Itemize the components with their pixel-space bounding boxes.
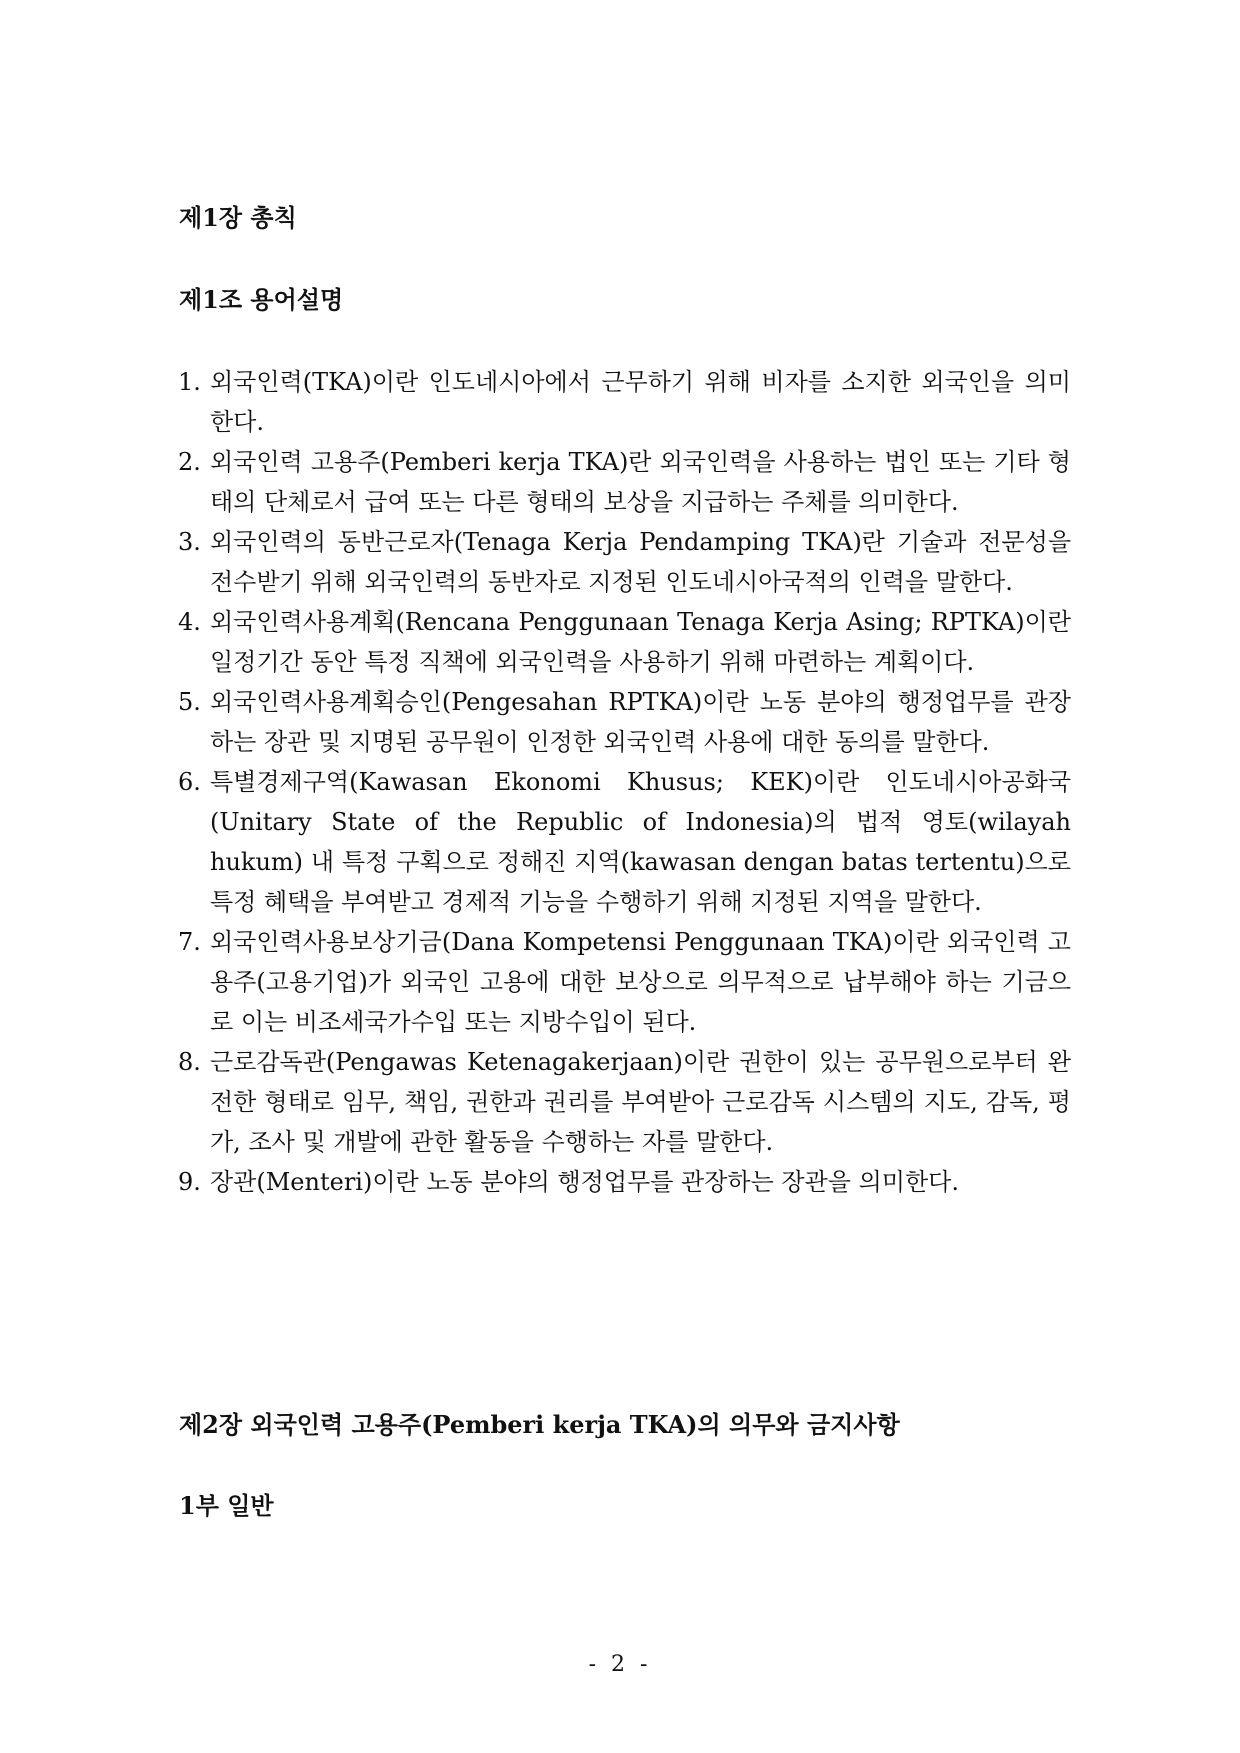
definition-text: 특별경제구역(Kawasan Ekonomi Khusus; KEK)이란 인도네시아공화국(Unitary State of the Republic of Indonesia)의 법적 영토(wilayah hukum) 내 특정 구획으로 정해진 지역(kawasan dengan batas tertentu)으로 특정 혜택을 부여받고 경제적 기능을 수행하기 위해 지정된 지역을 말한다. bbox=[210, 768, 1071, 916]
definition-text: 외국인력의 동반근로자(Tenaga Kerja Pendamping TKA)란 기술과 전문성을 전수받기 위해 외국인력의 동반자로 지정된 인도네시아국적의 인력을 말한다. bbox=[210, 528, 1071, 596]
definition-item bbox=[178, 362, 1071, 442]
definition-text: 외국인력사용계획(Rencana Penggunaan Tenaga Kerja Asing; RPTKA)이란 일정기간 동안 특정 직책에 외국인력을 사용하기 위해 마련하는 계획이다. bbox=[210, 608, 1071, 676]
definition-number: 9. bbox=[178, 1168, 201, 1196]
definition-item bbox=[178, 682, 1071, 762]
definition-item bbox=[178, 922, 1071, 1042]
definition-number: 7. bbox=[178, 928, 201, 956]
definition-number: 8. bbox=[178, 1048, 201, 1076]
definition-text: 장관(Menteri)이란 노동 분야의 행정업무를 관장하는 장관을 의미한다. bbox=[210, 1168, 959, 1196]
definition-item bbox=[178, 1162, 1071, 1202]
definition-number: 2. bbox=[178, 448, 201, 476]
definitions-list bbox=[178, 362, 1071, 1202]
definition-text: 외국인력사용보상기금(Dana Kompetensi Penggunaan TKA)이란 외국인력 고용주(고용기업)가 외국인 고용에 대한 보상으로 의무적으로 납부해야 하는 기금으로 이는 비조세국가수입 또는 지방수입이 된다. bbox=[210, 928, 1071, 1036]
chapter-1-title: 제1장 총칙 bbox=[179, 203, 297, 232]
definition-text: 외국인력 고용주(Pemberi kerja TKA)란 외국인력을 사용하는 법인 또는 기타 형태의 단체로서 급여 또는 다른 형태의 보상을 지급하는 주체를 의미한다. bbox=[210, 448, 1071, 516]
part-1-title: 1부 일반 bbox=[179, 1491, 274, 1520]
definition-item bbox=[178, 442, 1071, 522]
definition-number: 1. bbox=[178, 368, 201, 396]
definition-item bbox=[178, 762, 1071, 922]
page-number: - 2 - bbox=[588, 1652, 652, 1677]
definition-item bbox=[178, 1042, 1071, 1162]
chapter-2-title: 제2장 외국인력 고용주(Pemberi kerja TKA)의 의무와 금지사항 bbox=[179, 1410, 900, 1439]
definition-number: 6. bbox=[178, 768, 201, 796]
definition-number: 4. bbox=[178, 608, 201, 636]
definition-text: 외국인력(TKA)이란 인도네시아에서 근무하기 위해 비자를 소지한 외국인을 의미한다. bbox=[210, 368, 1071, 436]
definition-text: 근로감독관(Pengawas Ketenagakerjaan)이란 권한이 있는 공무원으로부터 완전한 형태로 임무, 책임, 권한과 권리를 부여받아 근로감독 시스템의 지도, 감독, 평가, 조사 및 개발에 관한 활동을 수행하는 자를 말한다. bbox=[210, 1048, 1071, 1156]
definition-number: 3. bbox=[178, 528, 201, 556]
definition-number: 5. bbox=[178, 688, 201, 716]
article-1-title: 제1조 용어설명 bbox=[179, 285, 344, 314]
definition-item bbox=[178, 522, 1071, 602]
definition-item bbox=[178, 602, 1071, 682]
definition-text: 외국인력사용계획승인(Pengesahan RPTKA)이란 노동 분야의 행정업무를 관장하는 장관 및 지명된 공무원이 인정한 외국인력 사용에 대한 동의를 말한다. bbox=[210, 688, 1071, 756]
